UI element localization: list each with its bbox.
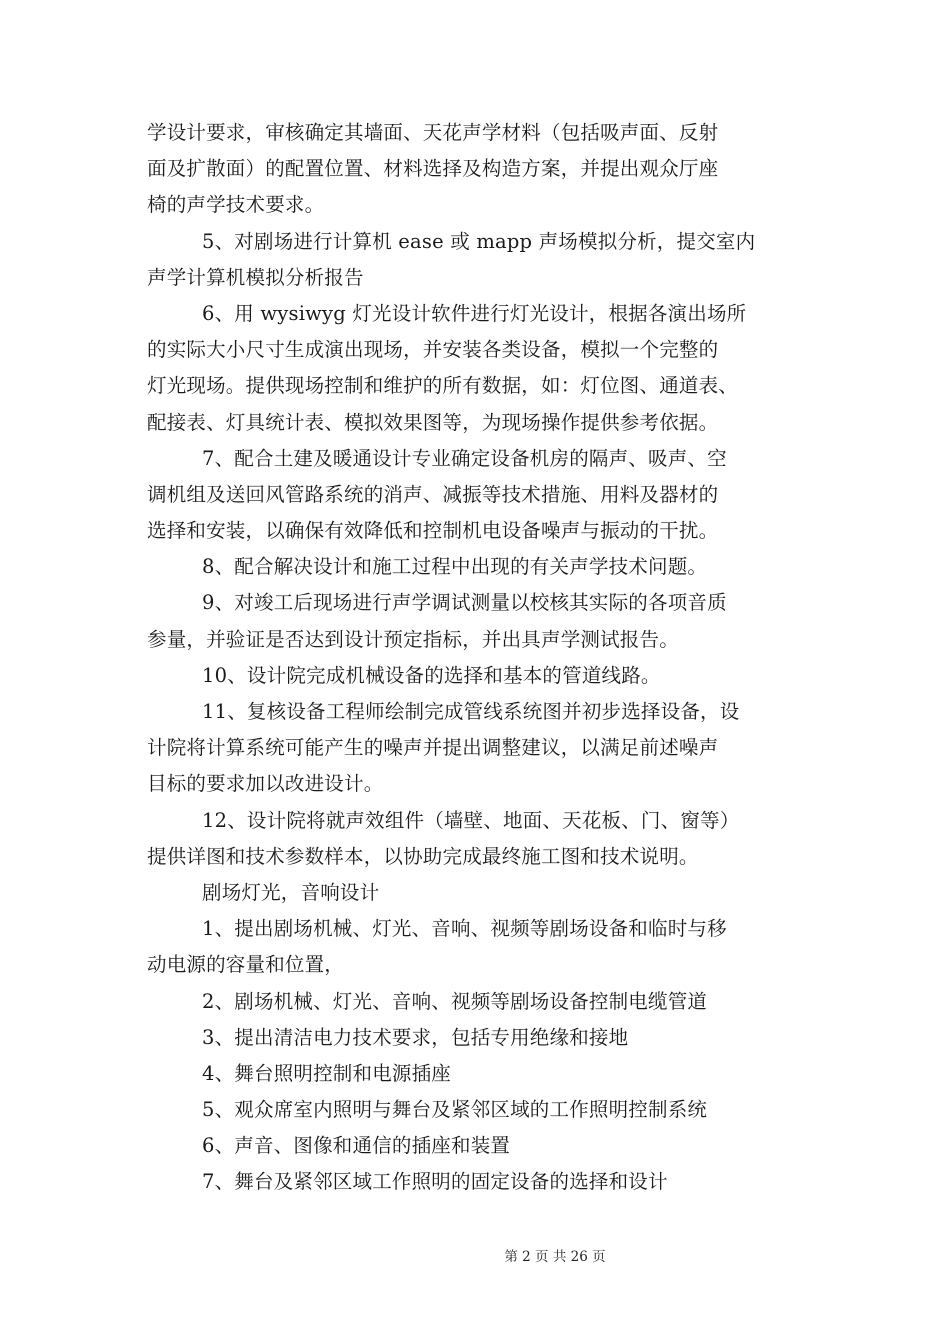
body-text (147, 115, 827, 1201)
text-line: 2、剧场机械、灯光、音响、视频等剧场设备控制电缆管道 (202, 989, 708, 1013)
text-line: 面及扩散面）的配置位置、材料选择及构造方案，并提出观众厅座 (147, 157, 719, 181)
text-line: 学设计要求，审核确定其墙面、天花声学材料（包括吸声面、反射 (147, 121, 719, 144)
text-line: 7、配合土建及暖通设计专业确定设备机房的隔声、吸声、空 (202, 446, 727, 470)
text-line: 配接表、灯具统计表、模拟效果图等，为现场操作提供参考依据。 (147, 410, 719, 434)
text-line: 目标的要求加以改进设计。 (147, 772, 384, 796)
text-line: 参量，并验证是否达到设计预定指标，并出具声学测试报告。 (147, 627, 679, 651)
text-line: 计院将计算系统可能产生的噪声并提出调整建议，以满足前述噪声 (147, 736, 719, 760)
text-line: 11、复核设备工程师绘制完成管线系统图并初步选择设备，设 (202, 700, 740, 723)
text-line: 5、对剧场进行计算机 ease 或 mapp 声场模拟分析，提交室内 (202, 229, 756, 253)
text-line: 灯光现场。提供现场控制和维护的所有数据，如：灯位图、通道表、 (147, 374, 739, 398)
text-line: 的实际大小尺寸生成演出现场，并安装各类设备，模拟一个完整的 (147, 338, 719, 362)
text-line: 提供详图和技术参数样本，以协助完成最终施工图和技术说明。 (147, 844, 699, 868)
text-line: 5、观众席室内照明与舞台及紧邻区域的工作照明控制系统 (202, 1098, 708, 1122)
text-line: 3、提出清洁电力技术要求，包括专用绝缘和接地 (202, 1025, 629, 1049)
text-line: 声学计算机模拟分析报告 (147, 265, 364, 289)
text-line: 7、舞台及紧邻区域工作照明的固定设备的选择和设计 (202, 1170, 668, 1194)
text-line: 椅的声学技术要求。 (147, 193, 325, 217)
text-line: 12、设计院将就声效组件（墙壁、地面、天花板、门、窗等） (202, 808, 740, 832)
text-line: 4、舞台照明控制和电源插座 (202, 1061, 452, 1085)
text-line: 调机组及送回风管路系统的消声、减振等技术措施、用料及器材的 (147, 482, 719, 506)
text-line: 10、设计院完成机械设备的选择和基本的管道线路。 (202, 663, 661, 687)
text-line: 选择和安装，以确保有效降低和控制机电设备噪声与振动的干扰。 (147, 519, 719, 543)
section-heading: 剧场灯光，音响设计 (202, 880, 380, 904)
text-line: 6、用 wysiwyg 灯光设计软件进行灯光设计，根据各演出场所 (202, 301, 747, 325)
text-line: 动电源的容量和位置， (147, 953, 345, 977)
text-line: 8、配合解决设计和施工过程中出现的有关声学技术问题。 (202, 555, 708, 579)
page-number-footer: 第 2 页 共 26 页 (504, 1249, 606, 1265)
text-line: 6、声音、图像和通信的插座和装置 (202, 1134, 511, 1158)
text-line: 1、提出剧场机械、灯光、音响、视频等剧场设备和临时与移 (202, 917, 727, 941)
text-line: 9、对竣工后现场进行声学调试测量以校核其实际的各项音质 (202, 591, 727, 615)
